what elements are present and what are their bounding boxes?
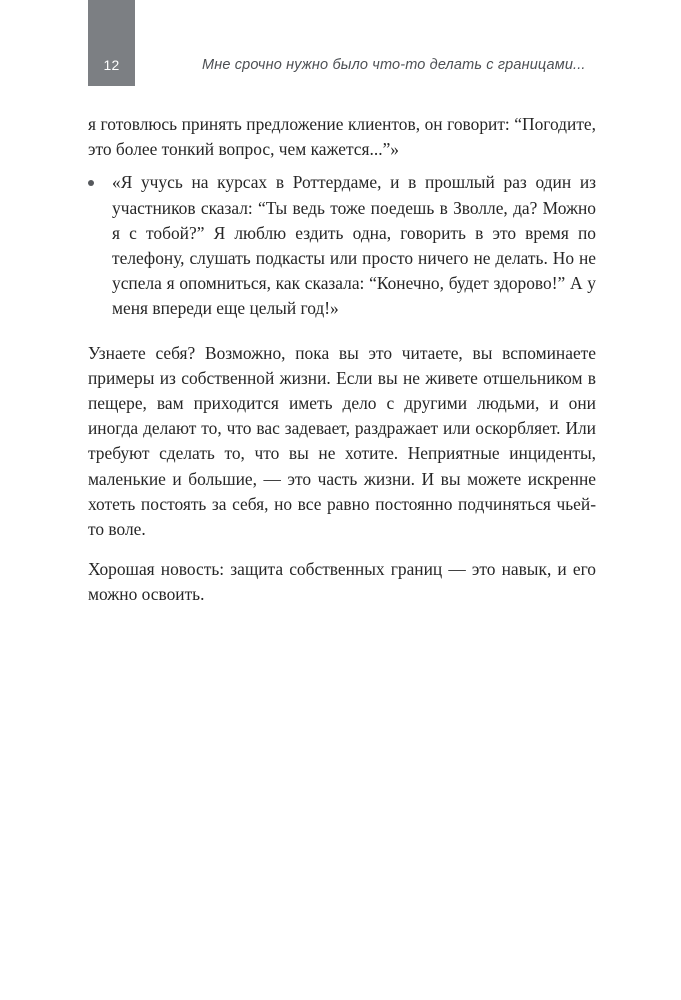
list-item [88,170,596,321]
paragraph-spacer [88,322,596,341]
bullet-dot-icon [88,180,94,186]
continued-paragraph: я готовлюсь принять предложение клиентов, он говорит: “Погодите, это более тонкий вопрос, чем кажется...”» [88,114,596,160]
body-paragraph-1: Узнаете себя? Возможно, пока вы это читаете, вы вспоминаете примеры из собственной жизни. Если вы не живете отшельником в пещере, вам приходится иметь дело с другими людьми, и они иногда делают то, что вас задевает, раздражает или оскорбляет. Или требуют сделать то, что вы не хотите. Неприятные инциденты, маленькие и большие, — это часть жизни. И вы можете искренне хотеть постоять за себя, но все равно постоянно подчиняться чьей-то воле. [88,342,596,540]
chapter-running-title: Мне срочно нужно было что-то делать с границами... [202,57,586,73]
paragraph-spacer [88,542,596,557]
list-item-text: «Я учусь на курсах в Роттердаме, и в прошлый раз один из участников сказал: “Ты ведь тоже поедешь в Зволле, да? Можно я с тобой?” Я люблю ездить одна, говорить в это время по телефону, слушать подкасты или просто ничего не делать. Но не успела я опомниться, как сказала: “Конечно, будет здорово!” А у меня впереди еще целый год!» [112,172,596,319]
text-column [88,112,596,608]
body-paragraph-2: Хорошая новость: защита собственных границ — это навык, и его можно освоить. [88,559,596,605]
quote-bullet-list [88,170,596,321]
page-number-block [88,0,135,86]
page-number: 12 [103,57,120,73]
running-head [0,0,681,90]
